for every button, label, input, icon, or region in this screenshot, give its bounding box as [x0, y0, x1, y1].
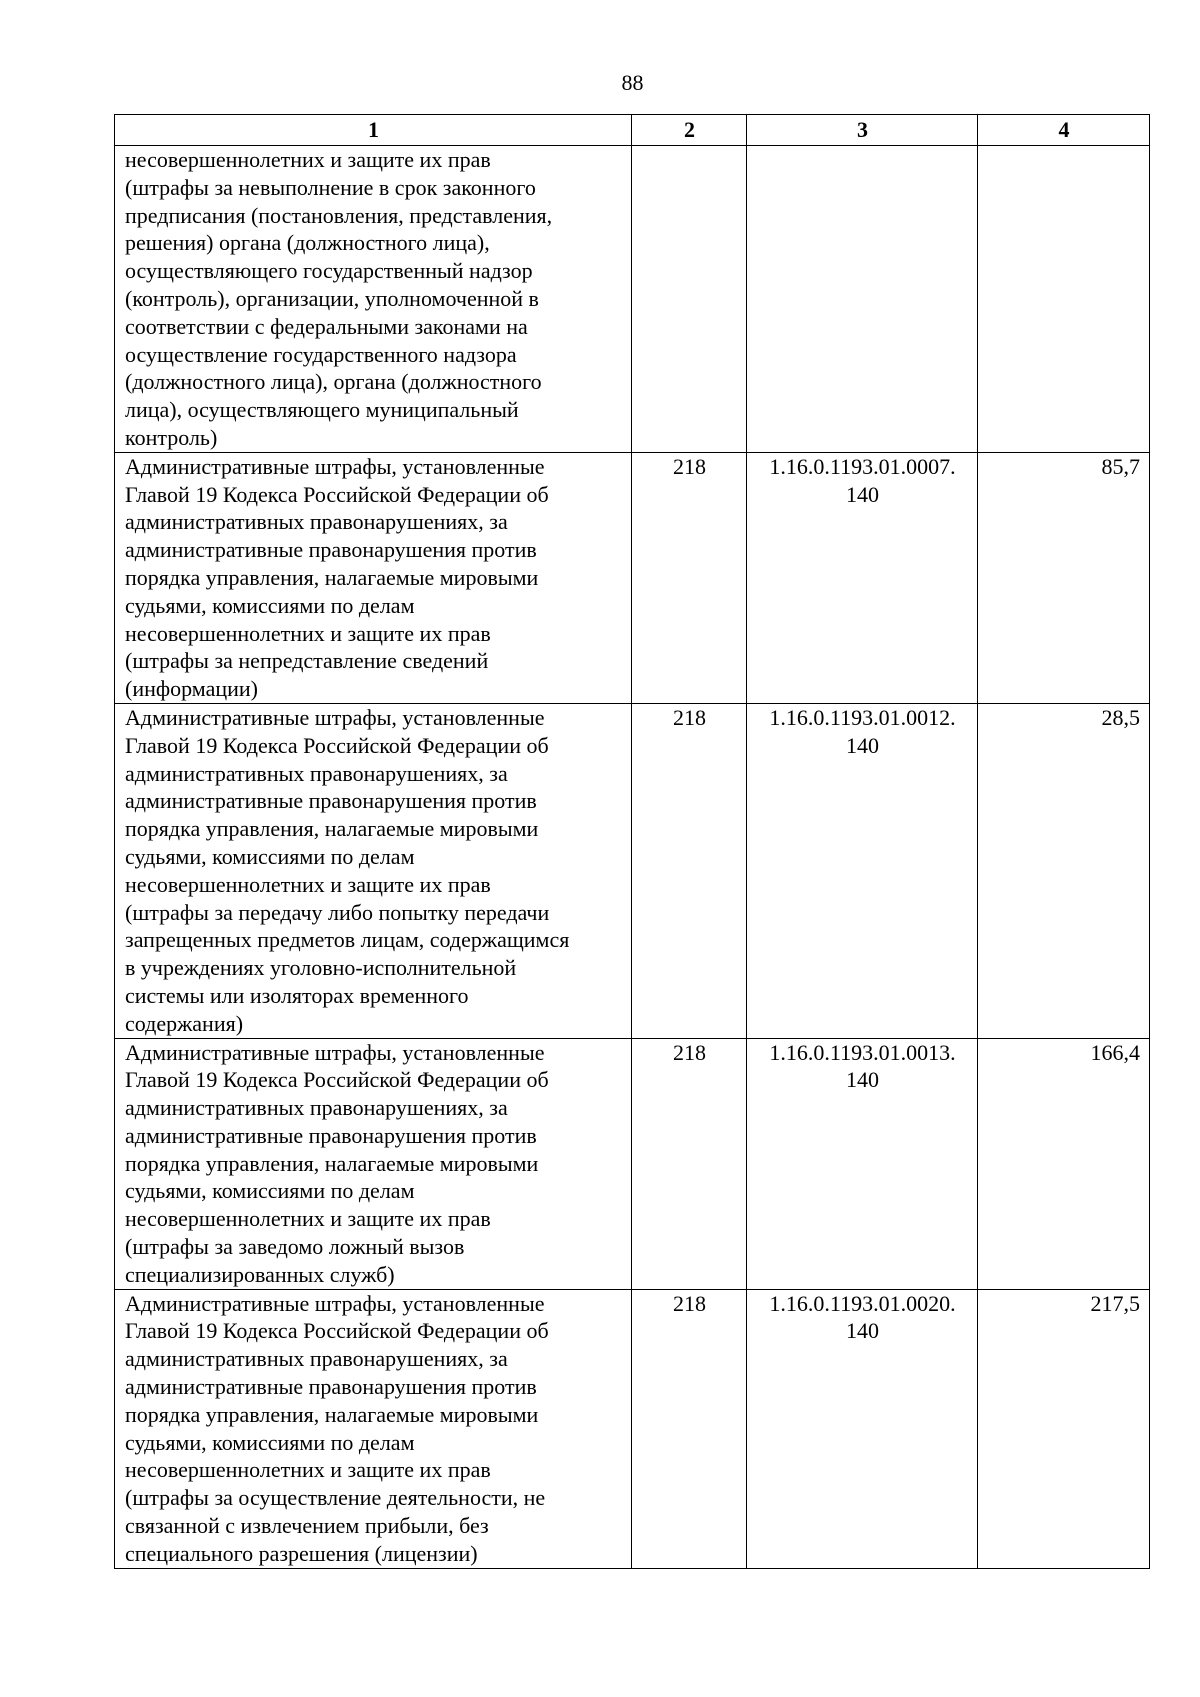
description-line: административные правонарушения против	[125, 1374, 537, 1400]
page-number: 88	[621, 70, 644, 95]
description-line: судьями, комиссиями по делам	[125, 1429, 415, 1455]
row-description	[115, 703, 632, 1038]
row-description	[115, 452, 632, 703]
column-header: 1	[115, 115, 632, 146]
description-line: (должностного лица), органа (должностного	[125, 369, 542, 395]
column-header: 2	[632, 115, 747, 146]
row-budget-code	[747, 146, 978, 453]
description-line: несовершеннолетних и защите их прав	[125, 620, 491, 646]
row-amount: 28,5	[978, 703, 1150, 1038]
description-line: судьями, комиссиями по делам	[125, 592, 415, 618]
description-line: (информации)	[125, 676, 258, 702]
description-line: порядка управления, налагаемые мировыми	[125, 1150, 539, 1176]
description-line: содержания)	[125, 1010, 244, 1036]
description-line: несовершеннолетних и защите их прав	[125, 147, 491, 172]
description-line: Административные штрафы, установленные	[125, 1290, 545, 1316]
row-amount: 85,7	[978, 452, 1150, 703]
description-line: предписания (постановления, представления,	[125, 202, 553, 228]
description-line: административные правонарушения против	[125, 537, 537, 563]
description-line: соответствии с федеральными законами на	[125, 313, 528, 339]
description-line: несовершеннолетних и защите их прав	[125, 871, 491, 897]
description-line: Главой 19 Кодекса Российской Федерации об	[125, 732, 549, 758]
column-header: 4	[978, 115, 1150, 146]
description-line: административных правонарушениях, за	[125, 760, 508, 786]
description-line: (штрафы за непредставление сведений	[125, 648, 489, 674]
description-line: административных правонарушениях, за	[125, 509, 508, 535]
description-line: (штрафы за заведомо ложный вызов	[125, 1234, 465, 1260]
row-description	[115, 1038, 632, 1289]
description-line: Главой 19 Кодекса Российской Федерации об	[125, 1318, 549, 1344]
row-budget-code: 1.16.0.1193.01.0007. 140	[747, 452, 978, 703]
description-line: решения) органа (должностного лица),	[125, 230, 490, 256]
description-line: контроль)	[125, 424, 218, 450]
description-line: специализированных служб)	[125, 1261, 395, 1287]
description-line: специального разрешения (лицензии)	[125, 1540, 478, 1566]
description-line: (штрафы за передачу либо попытку передачи	[125, 899, 550, 925]
table-row	[115, 146, 1150, 453]
row-admin-code: 218	[632, 703, 747, 1038]
budget-table	[114, 114, 1150, 1569]
description-line: в учреждениях уголовно-исполнительной	[125, 955, 517, 981]
row-admin-code: 218	[632, 452, 747, 703]
description-line: порядка управления, налагаемые мировыми	[125, 1401, 539, 1427]
row-budget-code: 1.16.0.1193.01.0012. 140	[747, 703, 978, 1038]
description-line: запрещенных предметов лицам, содержащимся	[125, 927, 570, 953]
row-amount: 217,5	[978, 1289, 1150, 1568]
description-line: несовершеннолетних и защите их прав	[125, 1457, 491, 1483]
row-admin-code: 218	[632, 1289, 747, 1568]
description-line: осуществляющего государственный надзор	[125, 258, 533, 284]
description-line: судьями, комиссиями по делам	[125, 843, 415, 869]
description-line: (штрафы за осуществление деятельности, не	[125, 1485, 546, 1511]
row-admin-code: 218	[632, 1038, 747, 1289]
description-line: порядка управления, налагаемые мировыми	[125, 564, 539, 590]
description-line: связанной с извлечением прибыли, без	[125, 1513, 489, 1539]
description-line: осуществление государственного надзора	[125, 341, 517, 367]
description-line: Административные штрафы, установленные	[125, 453, 545, 479]
description-line: (штрафы за невыполнение в срок законного	[125, 174, 536, 200]
description-line: (контроль), организации, уполномоченной в	[125, 285, 539, 311]
description-line: Административные штрафы, установленные	[125, 1039, 545, 1065]
description-line: Административные штрафы, установленные	[125, 704, 545, 730]
row-admin-code	[632, 146, 747, 453]
description-line: административных правонарушениях, за	[125, 1095, 508, 1121]
description-line: административных правонарушениях, за	[125, 1346, 508, 1372]
table-header-row	[115, 115, 1150, 146]
description-line: административные правонарушения против	[125, 1122, 537, 1148]
row-description	[115, 146, 632, 453]
column-header: 3	[747, 115, 978, 146]
description-line: лица), осуществляющего муниципальный	[125, 397, 519, 423]
table-row	[115, 452, 1150, 703]
row-budget-code: 1.16.0.1193.01.0013. 140	[747, 1038, 978, 1289]
description-line: административные правонарушения против	[125, 788, 537, 814]
row-amount: 166,4	[978, 1038, 1150, 1289]
description-line: судьями, комиссиями по делам	[125, 1178, 415, 1204]
description-line: Главой 19 Кодекса Российской Федерации об	[125, 481, 549, 507]
table-row	[115, 703, 1150, 1038]
table-row	[115, 1038, 1150, 1289]
description-line: несовершеннолетних и защите их прав	[125, 1206, 491, 1232]
description-line: системы или изоляторах временного	[125, 982, 469, 1008]
row-description	[115, 1289, 632, 1568]
table-row	[115, 1289, 1150, 1568]
row-amount	[978, 146, 1150, 453]
row-budget-code: 1.16.0.1193.01.0020. 140	[747, 1289, 978, 1568]
description-line: Главой 19 Кодекса Российской Федерации об	[125, 1067, 549, 1093]
description-line: порядка управления, налагаемые мировыми	[125, 816, 539, 842]
